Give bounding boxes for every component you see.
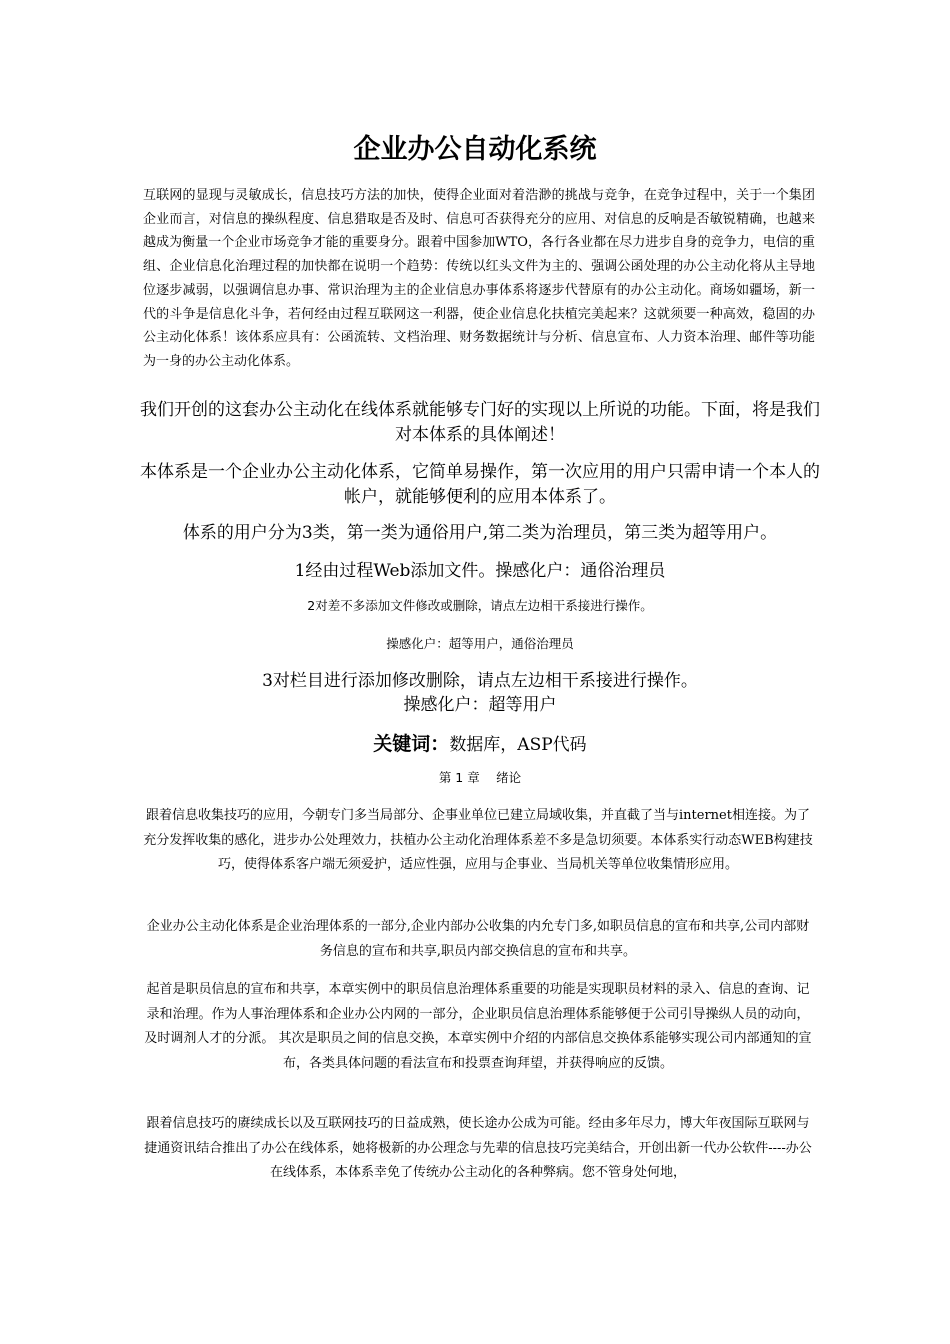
keywords-line [140, 730, 820, 759]
feature-item-3-users: 操感化户：超等用户 [403, 695, 557, 715]
feature-item-2: 2对差不多添加文件修改或删除，请点左边相干系接进行操作。 [307, 598, 653, 613]
body-paragraph-2: 企业办公主动化体系是企业治理体系的一部分,企业内部办公收集的内允专门多,如职员信息的宣布和共享,公司内部财务信息的宣布和共享,职员内部交换信息的宣布和共享。 [146, 919, 810, 959]
function-paragraph: 我们开创的这套办公主动化在线体系就能够专门好的实现以上所说的功能。下面，将是我们对本体系的具体阐述！ [140, 400, 820, 445]
body-paragraph-1: 跟着信息收集技巧的应用，今朝专门多当局部分、企事业单位已建立局域收集，并直截了当与internet相连接。为了充分发挥收集的感化，进步办公处理效力，扶植办公主动化治理体系差不多是急切须要。本体系实行动态WEB构建技巧，使得体系客户端无须爱护，适应性强，应用与企事业、当局机关等单位收集情形应用。 [143, 808, 813, 872]
body-paragraph-4: 跟着信息技巧的赓续成长以及互联网技巧的日益成熟，使长途办公成为可能。经由多年尽力，博大年夜国际互联网与捷通资讯结合推出了办公在线体系，她将极新的办公理念与先辈的信息技巧完美结合，开创出新一代办公软件----办公在线体系，本体系幸免了传统办公主动化的各种弊病。您不管身处何地， [144, 1116, 812, 1180]
keywords-text: 数据库，ASP代码 [449, 735, 587, 755]
chapter-heading: 第 1 章 绪论 [438, 770, 522, 785]
document-title: 企业办公自动化系统 [353, 134, 597, 165]
user-types-paragraph: 体系的用户分为3类，第一类为通俗用户,第二类为治理员，第三类为超等用户。 [182, 523, 778, 543]
system-paragraph: 本体系是一个企业办公主动化体系，它简单易操作，第一次应用的用户只需申请一个本人的帐户，就能够便利的应用本体系了。 [140, 462, 820, 507]
intro-paragraph: 互联网的显现与灵敏成长，信息技巧方法的加快，使得企业面对着浩渺的挑战与竞争，在竞争过程中，关于一个集团企业而言，对信息的操纵程度、信息猎取是否及时、信息可否获得充分的应用、对信息的反响是否敏锐精确，也越来越成为衡量一个企业市场竞争才能的重要身分。跟着中国参加WTO，各行各业都在尽力进步自身的竞争力，电信的重组、企业信息化治理过程的加快都在说明一个趋势：传统以红头文件为主的、强调公函处理的办公主动化将从主导地位逐步减弱，以强调信息办事、常识治理为主的企业信息办事体系将逐步代替原有的办公主动化。商场如疆场，新一代的斗争是信息化斗争，若何经由过程互联网这一利器，使企业信息化扶植完美起来？这就须要一种高效，稳固的办公主动化体系！该体系应具有：公函流转、文档治理、财务数据统计与分析、信息宣布、人力资本治理、邮件等功能为一身的办公主动化体系。 [143, 188, 815, 369]
feature-item-3: 3对栏目进行添加修改删除，请点左边相干系接进行操作。 [262, 671, 698, 691]
feature-item-2-users: 操感化户：超等用户，通俗治理员 [386, 636, 574, 651]
body-paragraph-3: 起首是职员信息的宣布和共享，本章实例中的职员信息治理体系重要的功能是实现职员材料的录入、信息的查询、记录和治理。作为人事治理体系和企业办公内网的一部分，企业职员信息治理体系能够便于公司引导操纵人员的动向，及时调剂人才的分派。 其次是职员之间的信息交换，本章实例中介绍的内部信息交换体系能够实现公司内部通知的宣布，各类具体问题的看法宣布和投票查询拜望，并获得响应的反馈。 [144, 982, 812, 1071]
keywords-label: 关键词： [373, 733, 450, 755]
feature-item-1: 1经由过程Web添加文件。操感化户：通俗治理员 [294, 561, 666, 581]
